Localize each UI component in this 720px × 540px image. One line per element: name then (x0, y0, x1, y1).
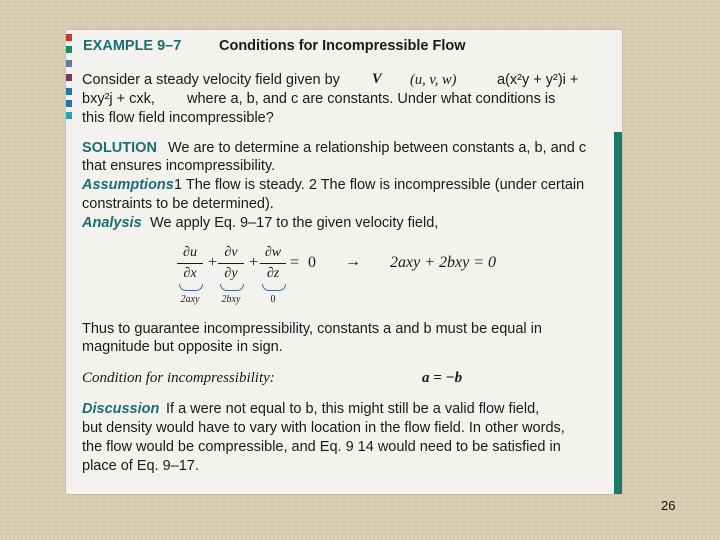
problem-line2-text: where a, b, and c are constants. Under what conditions is (187, 91, 556, 107)
page-number: 26 (661, 498, 676, 513)
underbrace-value: 0 (270, 294, 276, 305)
problem-line2-expr: bxy²j + cxk, (82, 91, 155, 107)
example-title: Conditions for Incompressible Flow (219, 38, 466, 54)
bullet-square (66, 112, 72, 119)
partial-w-z: ∂w ∂z (260, 245, 286, 282)
problem-line1-expr: a(x²y + y²)i + (497, 72, 579, 88)
problem-line1-vec: (u, v, w) (410, 72, 457, 88)
bullet-square (66, 100, 72, 107)
discussion-line3: the flow would be compressible, and Eq. 9 14 would need to be satisfied in (82, 439, 561, 455)
velocity-vector-symbol: V (372, 71, 382, 87)
conclusion-line2: magnitude but opposite in sign. (82, 339, 283, 355)
plus-sign: + (248, 254, 259, 271)
underbrace (179, 284, 203, 291)
underbrace-value: 2axy (180, 294, 200, 305)
partial-u-x: ∂u ∂x (177, 245, 203, 282)
analysis-text: We apply Eq. 9–17 to the given velocity field, (150, 215, 439, 231)
assumptions-line2: constraints to be determined). (82, 196, 274, 212)
bullet-square (66, 60, 72, 67)
discussion-line4: place of Eq. 9–17. (82, 458, 199, 474)
discussion-line1: If a were not equal to b, this might still be a valid flow field, (166, 401, 540, 417)
solution-line2: that ensures incompressibility. (82, 158, 276, 174)
discussion-line2: but density would have to vary with location in the flow field. In other words, (82, 420, 565, 436)
equation-result: 2axy + 2bxy = 0 (390, 254, 496, 271)
example-label: EXAMPLE 9–7 (83, 38, 182, 54)
arrow-icon: → (345, 253, 361, 270)
bullet-square (66, 74, 72, 81)
underbrace-value: 2bxy (221, 294, 241, 305)
condition-value: a = −b (422, 370, 463, 386)
solution-label: SOLUTION (82, 140, 157, 156)
problem-line3: this flow field incompressible? (82, 110, 274, 126)
problem-line1-text: Consider a steady velocity field given by (82, 72, 340, 88)
bullet-square (66, 88, 72, 95)
analysis-label: Analysis (82, 215, 142, 231)
assumptions-label: Assumptions (82, 177, 174, 193)
conclusion-line1: Thus to guarantee incompressibility, constants a and b must be equal in (82, 321, 542, 337)
partial-v-y: ∂v ∂y (218, 245, 244, 282)
accent-bar (614, 132, 622, 494)
plus-sign: + (207, 254, 218, 271)
solution-line1: We are to determine a relationship between constants a, b, and c (168, 140, 587, 156)
discussion-label: Discussion (82, 401, 160, 417)
underbrace (262, 284, 286, 291)
equation-zero: 0 (308, 254, 316, 271)
underbrace (220, 284, 244, 291)
bullet-square (66, 34, 72, 41)
assumptions-line1: 1 The flow is steady. 2 The flow is incompressible (under certain (174, 177, 585, 193)
equals-sign: = (290, 254, 300, 271)
condition-label: Condition for incompressibility: (82, 370, 275, 386)
bullet-square (66, 46, 72, 53)
